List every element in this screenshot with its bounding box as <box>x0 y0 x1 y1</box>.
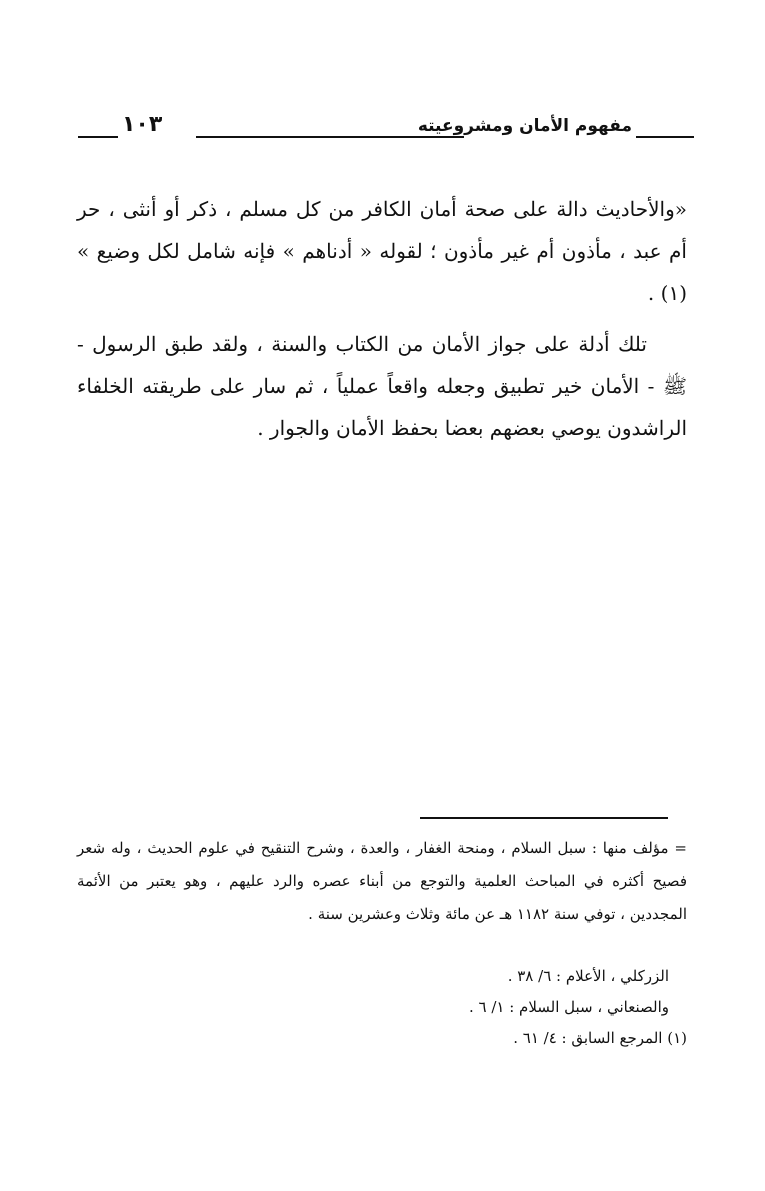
footnote-ref-sanani: والصنعاني ، سبل السلام : ١/ ٦ . <box>468 998 669 1016</box>
footnote-1: (١) المرجع السابق : ٤/ ٦١ . <box>513 1029 687 1047</box>
body-paragraph-2: تلك أدلة على جواز الأمان من الكتاب والسنة ، ولقد طبق الرسول - ﷺ - الأمان خير تطبيق وجعله واقعاً عملياً ، ثم سار على طريقته الخلفاء الراشدون يوصي بعضهم بعضا بحفظ الأمان والجوار . <box>77 332 687 440</box>
body-paragraph-1: «والأحاديث دالة على صحة أمان الكافر من كل مسلم ، ذكر أو أنثى ، حر أم عبد ، مأذون أم غير مأذون ؛ لقوله « أدناهم » فإنه شامل لكل وضيع » (١) . <box>77 197 687 305</box>
footnote-ref-zirikli: الزركلي ، الأعلام : ٦/ ٣٨ . <box>507 967 669 985</box>
header-title: مفهوم الأمان ومشروعيته <box>417 116 632 136</box>
footnote-continuation: = مؤلف منها : سبل السلام ، ومنحة الغفار ، والعدة ، وشرح التنقيح في علوم الحديث ، وله شعر فصيح أكثره في المباحث العلمية والتوجع من أبناء عصره والرد عليهم ، وهو يعتبر من الأئمة المجددين ، توفي سنة ١١٨٢ هـ عن مائة وثلاث وعشرين سنة . <box>77 839 687 923</box>
page-number: ١٠٣ <box>122 112 163 137</box>
footnote-separator <box>420 817 668 819</box>
running-header <box>78 112 694 142</box>
header-rule-right <box>636 136 694 138</box>
header-rule-left <box>78 136 118 138</box>
header-rule-middle <box>196 136 464 138</box>
